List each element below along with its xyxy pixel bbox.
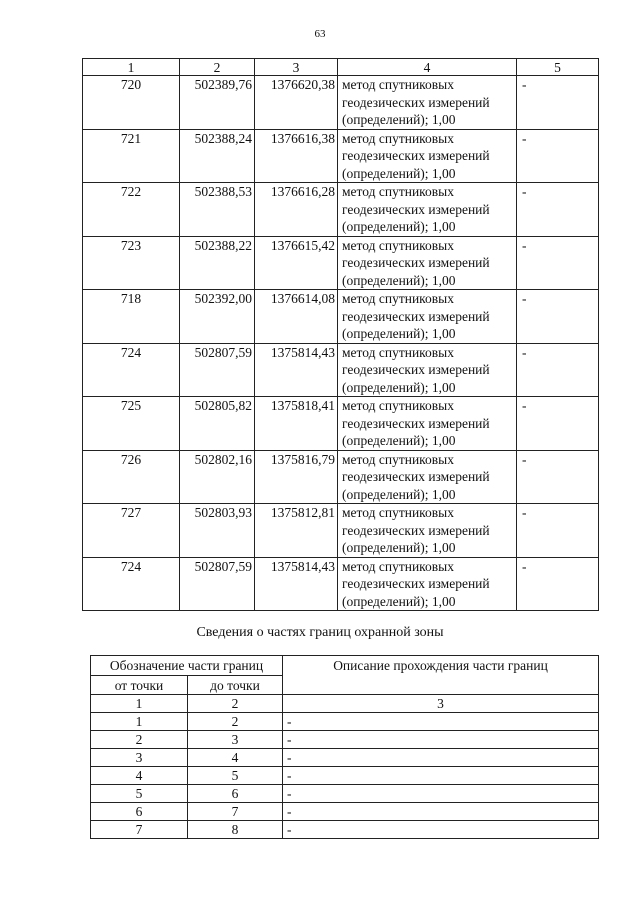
boundary-description-header: Описание прохождения части границ: [283, 656, 599, 695]
table-row: [83, 450, 599, 504]
table-row: [91, 803, 599, 821]
description-cell: -: [283, 749, 599, 767]
to-point-cell: 4: [188, 749, 283, 767]
x-coordinate-cell: 502803,93: [180, 504, 255, 558]
note-cell: -: [517, 129, 599, 183]
method-cell: [338, 504, 517, 558]
table-row: [91, 731, 599, 749]
note-cell: -: [517, 290, 599, 344]
point-number-cell: 722: [83, 183, 180, 237]
section-title: Сведения о частях границ охранной зоны: [196, 625, 444, 640]
method-line: метод спутниковых: [342, 558, 454, 574]
table-row: [91, 713, 599, 731]
x-coordinate-cell: 502389,76: [180, 76, 255, 130]
description-cell: -: [283, 821, 599, 839]
y-coordinate-cell: 1376614,08: [255, 290, 338, 344]
y-coordinate-cell: 1375816,79: [255, 450, 338, 504]
to-point-cell: 3: [188, 731, 283, 749]
y-coordinate-cell: 1375814,43: [255, 343, 338, 397]
description-cell: -: [283, 731, 599, 749]
note-cell: -: [517, 397, 599, 451]
x-coordinate-cell: 502807,59: [180, 557, 255, 611]
method-line: метод спутниковых: [342, 451, 454, 467]
point-number-cell: 724: [83, 557, 180, 611]
page-number: 63: [314, 28, 326, 40]
to-point-cell: 7: [188, 803, 283, 821]
method-line: геодезических измерений: [342, 522, 490, 538]
note-cell: -: [517, 557, 599, 611]
method-line: (определений); 1,00: [342, 219, 456, 234]
note-cell: -: [517, 183, 599, 237]
x-coordinate-cell: 502392,00: [180, 290, 255, 344]
parts-header-row: [91, 656, 599, 676]
method-cell: [338, 129, 517, 183]
from-point-cell: 6: [91, 803, 188, 821]
method-line: метод спутниковых: [342, 398, 454, 413]
note-cell: -: [517, 343, 599, 397]
description-cell: -: [283, 713, 599, 731]
column-number-header: 3: [283, 695, 599, 713]
column-number-header: 3: [255, 59, 338, 76]
method-line: геодезических измерений: [342, 469, 490, 484]
note-cell: -: [517, 236, 599, 290]
table-row: [91, 821, 599, 839]
point-number-cell: 723: [83, 236, 180, 290]
from-point-cell: 5: [91, 785, 188, 803]
note-cell: -: [517, 450, 599, 504]
method-line: метод спутниковых: [342, 77, 454, 92]
from-point-cell: 2: [91, 731, 188, 749]
x-coordinate-cell: 502388,22: [180, 236, 255, 290]
method-line: (определений); 1,00: [342, 593, 456, 609]
point-number-cell: 726: [83, 450, 180, 504]
boundary-part-designation-header: Обозначение части границ: [91, 656, 283, 676]
column-number-header: 1: [83, 59, 180, 76]
boundary-parts-table: [90, 655, 599, 839]
column-number-header: 2: [188, 695, 283, 713]
point-number-cell: 727: [83, 504, 180, 558]
description-cell: -: [283, 803, 599, 821]
x-coordinate-cell: 502807,59: [180, 343, 255, 397]
to-point-cell: 6: [188, 785, 283, 803]
note-cell: -: [517, 504, 599, 558]
table-row: [83, 343, 599, 397]
x-coordinate-cell: 502388,53: [180, 183, 255, 237]
to-point-cell: 5: [188, 767, 283, 785]
to-point-cell: 2: [188, 713, 283, 731]
y-coordinate-cell: 1376620,38: [255, 76, 338, 130]
method-line: (определений); 1,00: [342, 486, 456, 502]
point-number-cell: 720: [83, 76, 180, 130]
from-point-cell: 7: [91, 821, 188, 839]
coordinates-header-row: [83, 59, 599, 76]
note-cell: -: [517, 76, 599, 130]
table-row: [83, 129, 599, 183]
table-row: [91, 785, 599, 803]
table-row: [83, 557, 599, 611]
method-line: метод спутниковых: [342, 505, 454, 520]
y-coordinate-cell: 1375812,81: [255, 504, 338, 558]
x-coordinate-cell: 502802,16: [180, 450, 255, 504]
table-row: [83, 504, 599, 558]
column-number-header: 1: [91, 695, 188, 713]
method-cell: [338, 183, 517, 237]
y-coordinate-cell: 1376615,42: [255, 236, 338, 290]
method-line: (определений); 1,00: [342, 379, 456, 395]
method-line: геодезических измерений: [342, 362, 490, 377]
from-point-cell: 1: [91, 713, 188, 731]
method-line: геодезических измерений: [342, 255, 490, 270]
method-line: (определений); 1,00: [342, 540, 456, 555]
method-line: (определений); 1,00: [342, 165, 456, 181]
x-coordinate-cell: 502388,24: [180, 129, 255, 183]
method-cell: [338, 397, 517, 451]
parts-number-row: [91, 695, 599, 713]
method-line: геодезических измерений: [342, 148, 490, 163]
method-cell: [338, 236, 517, 290]
method-line: геодезических измерений: [342, 415, 490, 431]
description-cell: -: [283, 785, 599, 803]
method-cell: [338, 557, 517, 611]
method-cell: [338, 76, 517, 130]
table-row: [83, 183, 599, 237]
y-coordinate-cell: 1376616,38: [255, 129, 338, 183]
method-line: (определений); 1,00: [342, 112, 456, 127]
method-line: геодезических измерений: [342, 576, 490, 591]
to-point-header: до точки: [188, 676, 283, 695]
point-number-cell: 721: [83, 129, 180, 183]
method-line: геодезических измерений: [342, 308, 490, 324]
point-number-cell: 725: [83, 397, 180, 451]
method-line: геодезических измерений: [342, 201, 490, 217]
table-row: [83, 76, 599, 130]
coordinates-table: [82, 58, 599, 611]
from-point-header: от точки: [91, 676, 188, 695]
table-row: [91, 749, 599, 767]
method-line: (определений); 1,00: [342, 326, 456, 341]
to-point-cell: 8: [188, 821, 283, 839]
method-line: (определений); 1,00: [342, 433, 456, 448]
point-number-cell: 718: [83, 290, 180, 344]
method-line: метод спутниковых: [342, 291, 454, 306]
table-row: [83, 236, 599, 290]
method-cell: [338, 290, 517, 344]
table-row: [91, 767, 599, 785]
x-coordinate-cell: 502805,82: [180, 397, 255, 451]
method-line: (определений); 1,00: [342, 272, 456, 288]
from-point-cell: 3: [91, 749, 188, 767]
method-line: метод спутниковых: [342, 130, 454, 146]
point-number-cell: 724: [83, 343, 180, 397]
y-coordinate-cell: 1375814,43: [255, 557, 338, 611]
table-row: [83, 397, 599, 451]
method-line: метод спутниковых: [342, 344, 454, 360]
method-cell: [338, 450, 517, 504]
method-line: метод спутниковых: [342, 237, 454, 253]
method-cell: [338, 343, 517, 397]
method-line: геодезических измерений: [342, 94, 490, 110]
description-cell: -: [283, 767, 599, 785]
y-coordinate-cell: 1375818,41: [255, 397, 338, 451]
column-number-header: 2: [180, 59, 255, 76]
y-coordinate-cell: 1376616,28: [255, 183, 338, 237]
from-point-cell: 4: [91, 767, 188, 785]
column-number-header: 4: [338, 59, 517, 76]
table-row: [83, 290, 599, 344]
column-number-header: 5: [517, 59, 599, 76]
method-line: метод спутниковых: [342, 184, 454, 199]
